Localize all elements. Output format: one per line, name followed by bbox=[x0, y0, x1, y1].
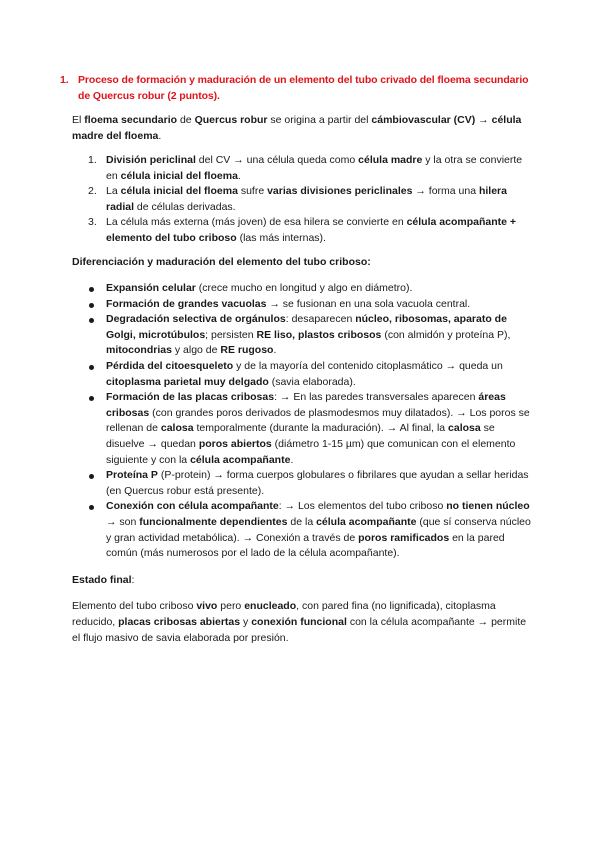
text-run: con la célula acompañante → permite el flujo masivo de savia elaborada por presión. bbox=[72, 616, 527, 644]
text-run: : desaparecen bbox=[285, 313, 356, 326]
list-item-text bbox=[106, 360, 503, 388]
text-run: (que sí conserva núcleo y gran actividad metabólica). → Conexión a través de bbox=[106, 515, 531, 544]
bold-text-run: hilera radial bbox=[106, 185, 507, 213]
text-run: y de la mayoría del contenido citoplasmático → queda un bbox=[233, 359, 503, 372]
text-run: Elemento del tubo criboso bbox=[72, 600, 197, 612]
text-run: , con pared fina (no lignificada), citoplasma reducido, bbox=[72, 600, 496, 628]
list-item bbox=[72, 297, 532, 313]
bold-text-run: Formación de las placas cribosas bbox=[106, 391, 275, 404]
list-item bbox=[72, 312, 532, 359]
final-state-paragraph bbox=[72, 598, 532, 646]
bold-text-run: Pérdida del citoesqueleto bbox=[106, 359, 234, 372]
bold-text-run: floema secundario bbox=[84, 114, 178, 126]
section-title: Diferenciación y maduración del elemento del tubo criboso: bbox=[72, 256, 371, 268]
bold-text-run: Degradación selectiva de orgánulos bbox=[106, 313, 286, 326]
list-item-text bbox=[106, 282, 412, 294]
final-state-title bbox=[72, 572, 532, 588]
bold-text-run: célula inicial del floema bbox=[120, 169, 238, 182]
bold-text-run: célula madre bbox=[358, 154, 423, 166]
bold-text-run: calosa bbox=[160, 422, 194, 435]
text-run: se disuelve → quedan bbox=[106, 422, 495, 450]
bold-text-run: Conexión con célula acompañante bbox=[106, 500, 279, 513]
text-run: → bbox=[475, 114, 492, 126]
formation-step bbox=[72, 153, 532, 184]
differentiation-list bbox=[72, 281, 532, 562]
step-text bbox=[106, 185, 507, 213]
text-run: (con almidón y proteína P), bbox=[381, 328, 511, 341]
text-run: → forma una bbox=[412, 185, 479, 197]
text-run: (savia elaborada). bbox=[268, 375, 356, 388]
bold-text-run: poros abiertos bbox=[198, 437, 272, 450]
formation-step bbox=[72, 215, 532, 246]
bold-text-run: varias divisiones periclinales bbox=[267, 185, 413, 197]
question-number: 1. bbox=[60, 74, 69, 86]
list-item bbox=[72, 281, 532, 297]
bold-text-run: vivo bbox=[196, 600, 218, 612]
bold-text-run: mitocondrias bbox=[106, 344, 172, 357]
text-run: (diámetro 1-15 µm) que comunican con el elemento siguiente y con la bbox=[106, 437, 516, 466]
bold-text-run: áreas cribosas bbox=[106, 391, 506, 419]
bullet-icon bbox=[89, 287, 94, 292]
bold-text-run: Estado final bbox=[72, 574, 132, 586]
intro-paragraph bbox=[72, 112, 532, 144]
bold-text-run: citoplasma parietal muy delgado bbox=[106, 375, 269, 388]
text-run: pero bbox=[217, 600, 245, 612]
step-text bbox=[106, 154, 522, 182]
bold-text-run: poros ramificados bbox=[358, 531, 450, 544]
text-run: del CV → una célula queda como bbox=[195, 154, 359, 166]
list-item bbox=[72, 390, 532, 468]
text-run: : bbox=[131, 574, 135, 586]
text-run: (P-protein) → forma cuerpos globulares o fibrilares que ayudan a sellar heridas (en Quercus robur está presente). bbox=[106, 469, 529, 497]
text-run: → se fusionan en una sola vacuola central. bbox=[266, 297, 471, 310]
bold-text-run: célula acompañante bbox=[190, 453, 291, 466]
text-run: . bbox=[273, 344, 277, 357]
bold-text-run: funcionalmente dependientes bbox=[139, 515, 288, 528]
bold-text-run: célula madre del floema bbox=[72, 114, 522, 142]
bold-text-run: enucleado bbox=[244, 600, 297, 612]
text-run: (las más internas). bbox=[236, 231, 326, 244]
list-item-text bbox=[106, 391, 530, 465]
bold-text-run: Expansión celular bbox=[106, 282, 196, 294]
list-item bbox=[72, 359, 532, 390]
bullet-icon bbox=[89, 505, 94, 510]
text-run: . bbox=[158, 130, 162, 142]
bold-text-run: conexión funcional bbox=[251, 616, 347, 628]
text-run: → son bbox=[106, 515, 140, 528]
bullet-icon bbox=[89, 365, 94, 370]
text-run: de la bbox=[287, 515, 317, 528]
bold-text-run: núcleo, ribosomas, aparato de Golgi, microtúbulos bbox=[106, 313, 507, 341]
text-run: : → En las paredes transversales aparecen bbox=[274, 391, 479, 404]
formation-steps-list bbox=[72, 153, 532, 246]
text-run: de células derivadas. bbox=[134, 200, 236, 213]
list-item-text bbox=[106, 313, 510, 356]
step-number: 1. bbox=[88, 154, 97, 166]
bullet-icon bbox=[89, 303, 94, 308]
bold-text-run: célula acompañante + elemento del tubo criboso bbox=[106, 216, 516, 244]
text-run: y la otra se convierte en bbox=[106, 154, 523, 182]
bold-text-run: placas cribosas abiertas bbox=[118, 616, 241, 628]
text-run: El bbox=[72, 114, 85, 126]
bold-text-run: Formación de grandes vacuolas bbox=[106, 297, 267, 310]
bold-text-run: Quercus robur bbox=[194, 114, 268, 126]
list-item-text bbox=[106, 500, 531, 559]
list-item bbox=[72, 468, 532, 499]
text-run: (con grandes poros derivados de plasmodesmos muy dilatados). → Los poros se rellenan de bbox=[106, 406, 530, 435]
bold-text-run: Proteína P bbox=[106, 469, 158, 482]
list-item-text bbox=[106, 298, 470, 310]
bullet-icon bbox=[89, 396, 94, 401]
list-item-text bbox=[106, 469, 529, 497]
text-run: . bbox=[290, 453, 294, 466]
bold-text-run: no tienen núcleo bbox=[446, 500, 530, 513]
bold-text-run: División periclinal bbox=[106, 154, 196, 166]
text-run: de bbox=[177, 114, 195, 126]
step-number: 3. bbox=[88, 216, 97, 228]
text-run: sufre bbox=[237, 185, 268, 197]
bold-text-run: RE liso, plastos cribosos bbox=[256, 328, 382, 341]
question-heading bbox=[60, 72, 530, 104]
text-run: . bbox=[237, 169, 241, 182]
bold-text-run: cámbiovascular (CV) bbox=[371, 114, 476, 126]
step-text bbox=[106, 216, 516, 244]
text-run: La célula más externa (más joven) de esa hilera se convierte en bbox=[106, 216, 407, 228]
text-run: La bbox=[106, 185, 121, 197]
text-run: y bbox=[240, 616, 252, 628]
text-run: se origina a partir del bbox=[267, 114, 372, 126]
bold-text-run: célula acompañante bbox=[316, 515, 417, 528]
bullet-icon bbox=[89, 318, 94, 323]
bold-text-run: RE rugoso bbox=[220, 344, 274, 357]
question-title: Proceso de formación y maduración de un elemento del tubo crivado del floema secundario de Quercus robur (2 puntos). bbox=[78, 74, 529, 102]
text-run: en la pared común (más numerosos por el lado de la célula acompañante). bbox=[106, 531, 505, 560]
bold-text-run: calosa bbox=[448, 422, 481, 435]
text-run: ; persisten bbox=[205, 328, 257, 341]
text-run: : → Los elementos del tubo criboso bbox=[278, 500, 447, 513]
formation-step bbox=[72, 184, 532, 215]
text-run: (crece mucho en longitud y algo en diámetro). bbox=[195, 282, 413, 294]
text-run: y algo de bbox=[171, 344, 221, 357]
text-run: temporalmente (durante la maduración). → Al final, la bbox=[193, 422, 449, 435]
bullet-icon bbox=[89, 474, 94, 479]
step-number: 2. bbox=[88, 185, 97, 197]
list-item bbox=[72, 499, 532, 561]
bold-text-run: célula inicial del floema bbox=[120, 185, 238, 197]
